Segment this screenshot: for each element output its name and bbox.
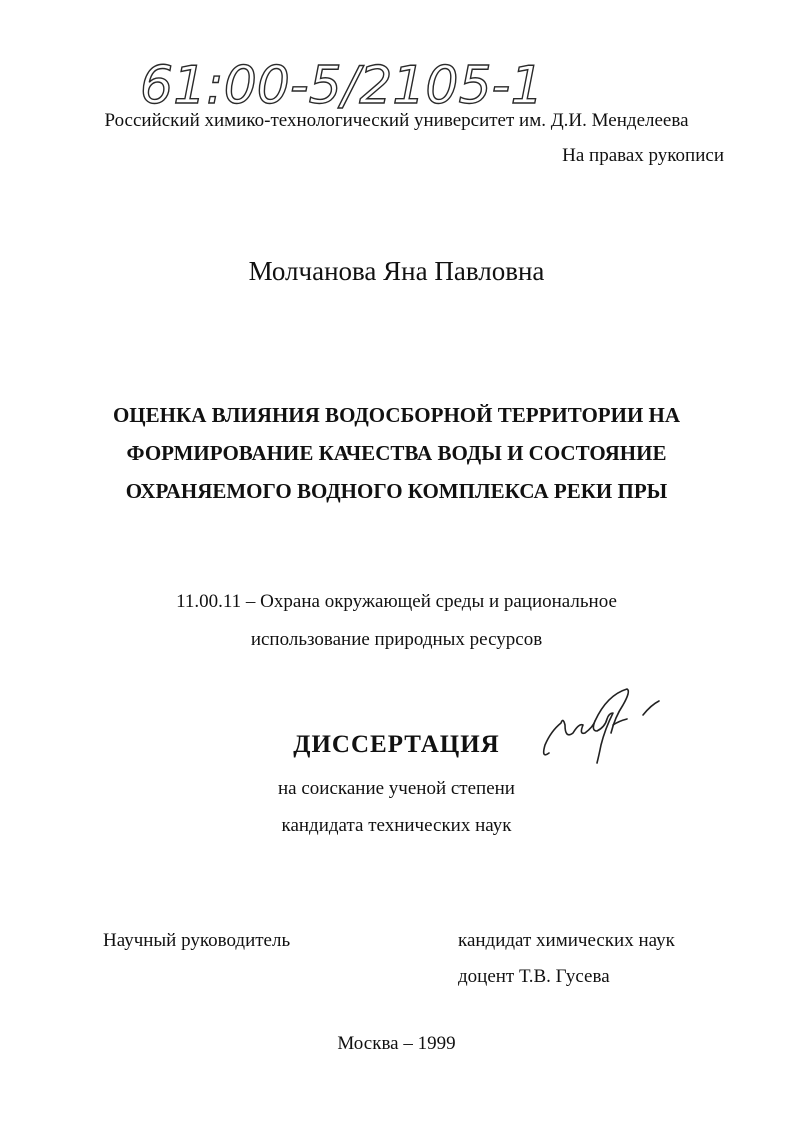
- thesis-title: [0, 396, 793, 510]
- archive-number-text: 61:00-5/2105-1: [140, 56, 544, 116]
- manuscript-rights-note: На правах рукописи: [562, 145, 724, 166]
- handwritten-archive-number: [130, 48, 690, 118]
- supervisor-degree: кандидат химических наук: [458, 930, 675, 951]
- supervisor-label: Научный руководитель: [103, 930, 291, 951]
- document-type: ДИССЕРТАЦИЯ: [293, 731, 500, 758]
- supervisor-name: доцент Т.В. Гусева: [458, 966, 610, 987]
- thesis-title-line: ФОРМИРОВАНИЕ КАЧЕСТВА ВОДЫ И СОСТОЯНИЕ: [126, 441, 667, 465]
- specialty-line: 11.00.11 – Охрана окружающей среды и рациональное: [176, 591, 617, 612]
- degree-level: кандидата технических наук: [281, 815, 512, 836]
- thesis-title-line: ОХРАНЯЕМОГО ВОДНОГО КОМПЛЕКСА РЕКИ ПРЫ: [125, 479, 668, 503]
- handwritten-signature: [535, 683, 680, 773]
- author-name: Молчанова Яна Павловна: [248, 256, 545, 286]
- city-year: Москва – 1999: [337, 1033, 456, 1054]
- degree-purpose: на соискание ученой степени: [278, 778, 515, 799]
- specialty-line: использование природных ресурсов: [250, 629, 543, 650]
- university-name: Российский химико-технологический университет им. Д.И. Менделеева: [104, 110, 689, 131]
- specialty: [0, 583, 793, 659]
- thesis-title-line: ОЦЕНКА ВЛИЯНИЯ ВОДОСБОРНОЙ ТЕРРИТОРИИ НА: [112, 403, 681, 427]
